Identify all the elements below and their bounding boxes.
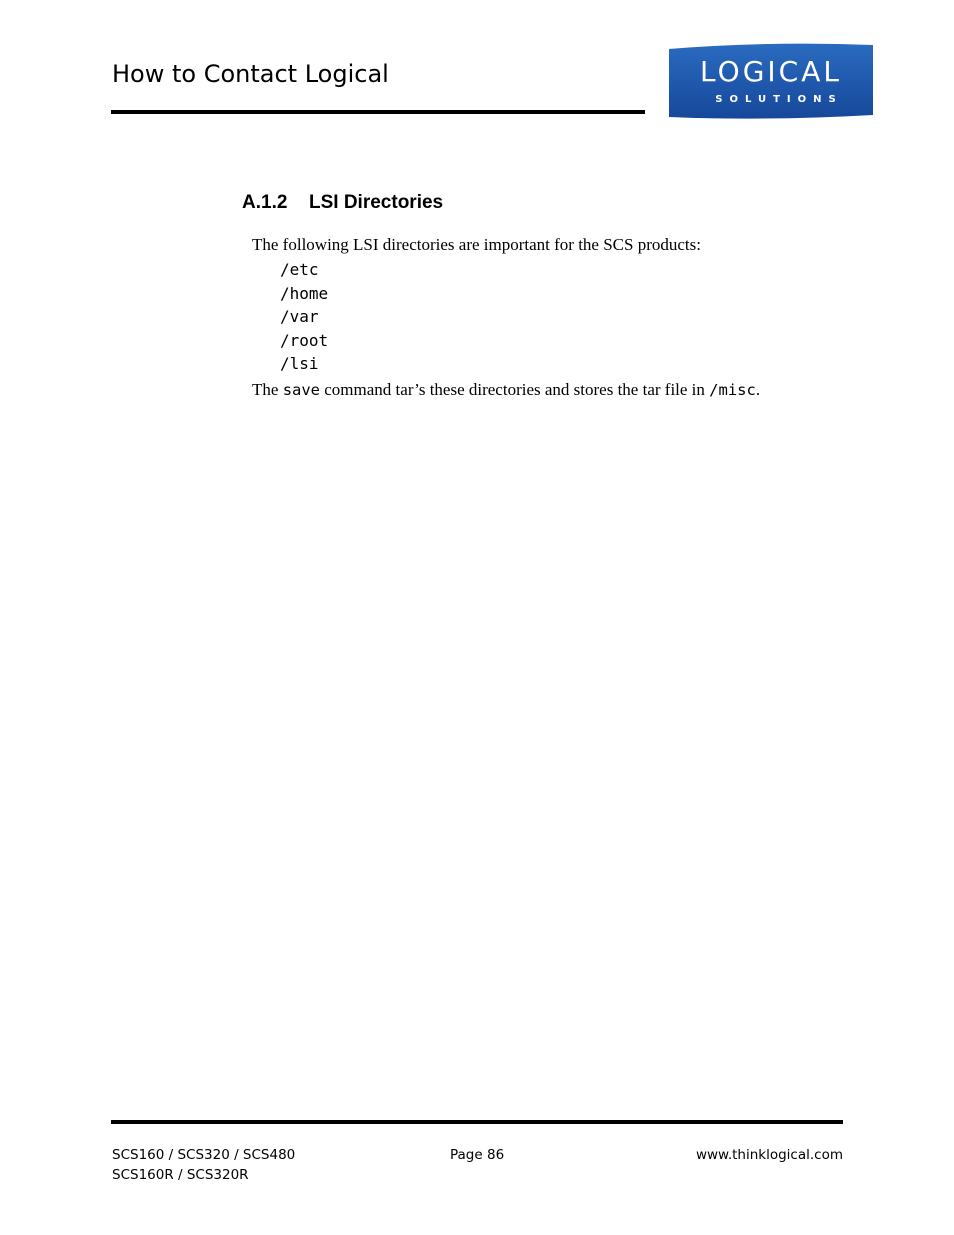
directory-item: /etc (280, 260, 319, 279)
footer-models-line1: SCS160 / SCS320 / SCS480 (112, 1147, 296, 1163)
logo-primary-text: LOGICAL (700, 55, 842, 88)
save-sentence-middle: command tar’s these directories and stores the tar file in (320, 380, 710, 399)
header-rule (111, 110, 645, 114)
footer-page-number: Page 86 (450, 1147, 505, 1163)
footer-rule (111, 1120, 843, 1124)
directory-item: /lsi (280, 354, 319, 373)
save-command-code: save (282, 381, 321, 399)
intro-paragraph: The following LSI directories are important for the SCS products: (252, 235, 701, 254)
footer-website: www.thinklogical.com (695, 1147, 843, 1163)
logical-solutions-logo (667, 43, 875, 119)
logo-secondary-text: SOLUTIONS (715, 94, 843, 105)
directory-item: /root (280, 330, 329, 350)
directory-list (280, 258, 328, 376)
misc-path-code: /misc (709, 381, 756, 399)
footer-models-line2: SCS160R / SCS320R (112, 1167, 249, 1183)
section-number: A.1.2 (242, 192, 288, 213)
save-command-paragraph (252, 379, 760, 401)
directory-item: /var (280, 307, 319, 326)
save-sentence-prefix: The (252, 380, 283, 399)
chapter-title: How to Contact Logical (112, 60, 389, 88)
section-heading (242, 190, 443, 216)
directory-item: /home (280, 283, 329, 303)
section-title: LSI Directories (309, 192, 444, 213)
footer-models (112, 1145, 295, 1185)
save-sentence-suffix: . (755, 380, 761, 399)
